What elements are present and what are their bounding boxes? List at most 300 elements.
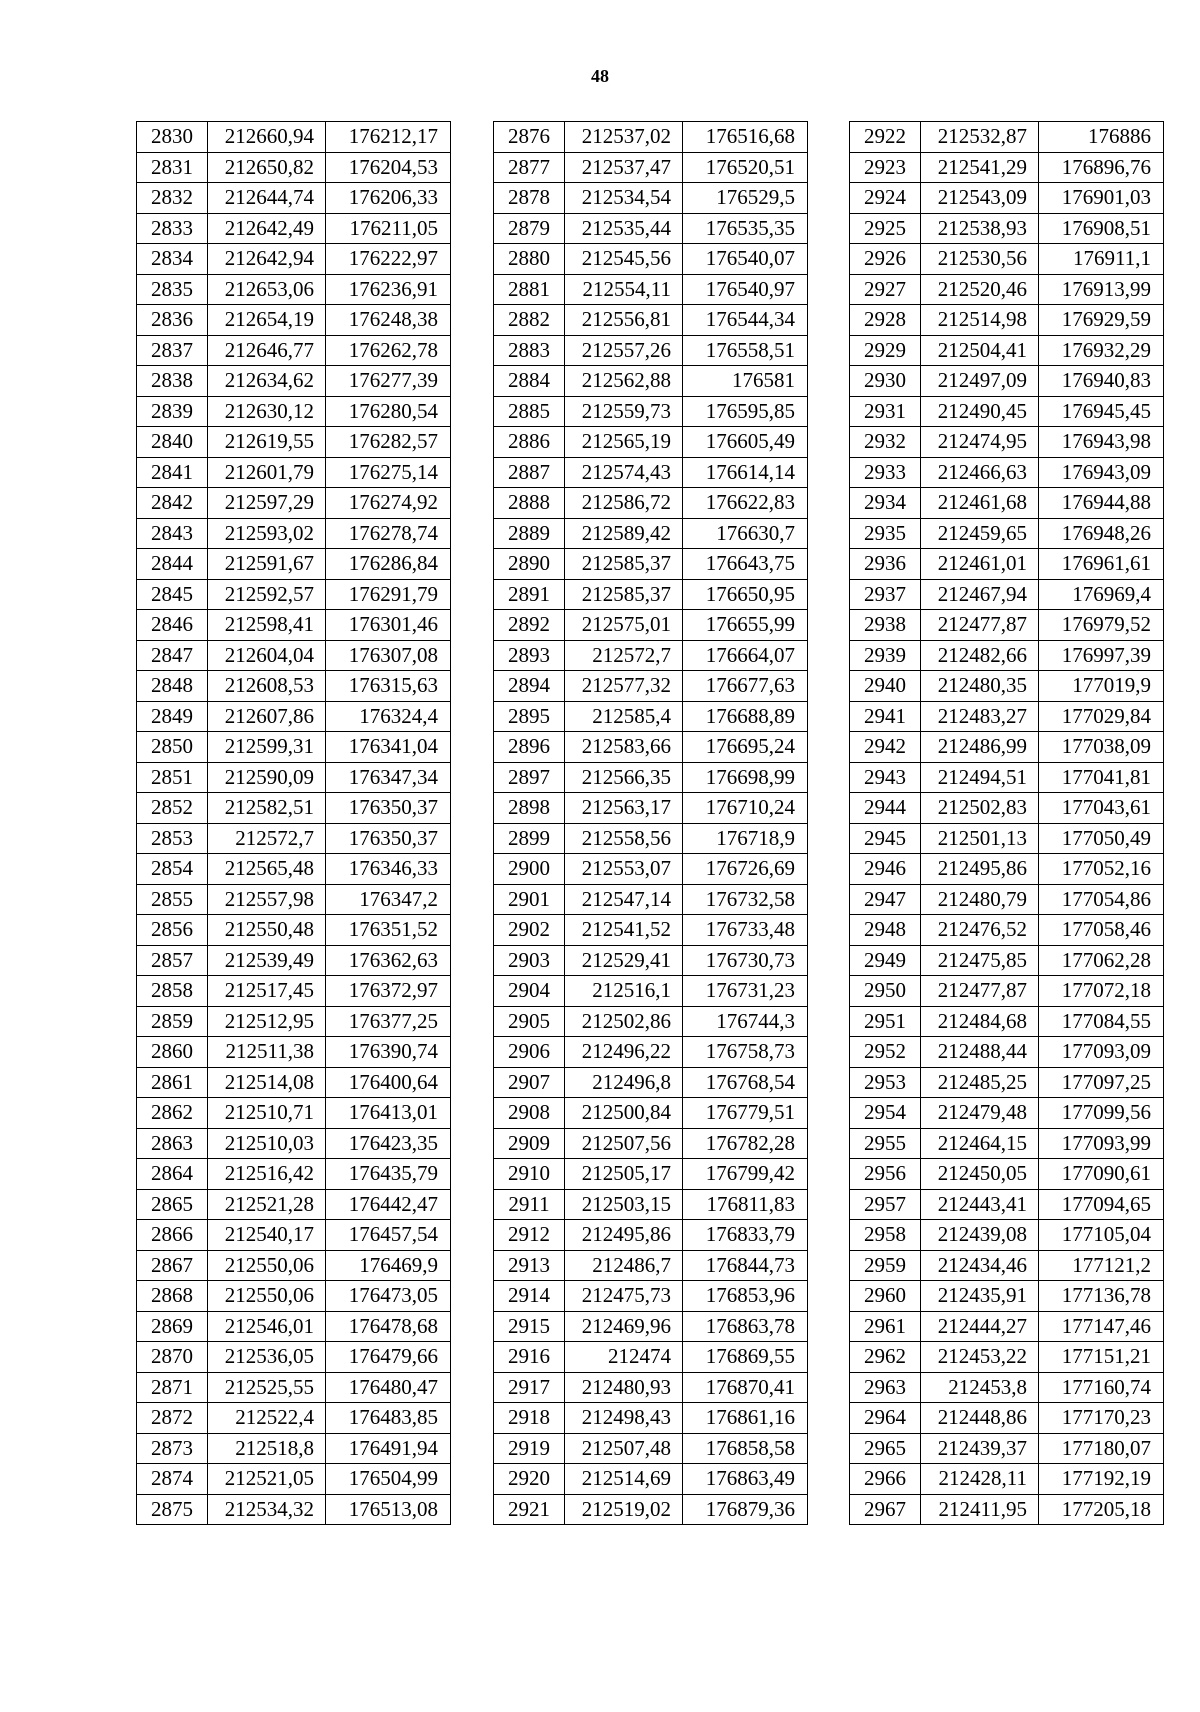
point-number-cell: 2865 — [137, 1189, 208, 1220]
point-number-cell: 2842 — [137, 488, 208, 519]
table-row — [137, 183, 451, 214]
table-row — [850, 305, 1164, 336]
y-coordinate-cell: 176372,97 — [326, 976, 451, 1007]
point-number-cell: 2891 — [494, 579, 565, 610]
point-number-cell: 2888 — [494, 488, 565, 519]
x-coordinate-cell: 212444,27 — [921, 1311, 1039, 1342]
point-number-cell: 2853 — [137, 823, 208, 854]
x-coordinate-cell: 212634,62 — [208, 366, 326, 397]
point-number-cell: 2839 — [137, 396, 208, 427]
point-number-cell: 2957 — [850, 1189, 921, 1220]
point-number-cell: 2926 — [850, 244, 921, 275]
table-row — [850, 793, 1164, 824]
point-number-cell: 2882 — [494, 305, 565, 336]
table-row — [137, 1250, 451, 1281]
table-row — [850, 671, 1164, 702]
y-coordinate-cell: 176206,33 — [326, 183, 451, 214]
y-coordinate-cell: 176377,25 — [326, 1006, 451, 1037]
point-number-cell: 2928 — [850, 305, 921, 336]
point-number-cell: 2881 — [494, 274, 565, 305]
table-row — [850, 1281, 1164, 1312]
point-number-cell: 2867 — [137, 1250, 208, 1281]
y-coordinate-cell: 177052,16 — [1039, 854, 1164, 885]
point-number-cell: 2873 — [137, 1433, 208, 1464]
point-number-cell: 2857 — [137, 945, 208, 976]
y-coordinate-cell: 176870,41 — [683, 1372, 808, 1403]
table-row — [137, 732, 451, 763]
y-coordinate-cell: 176688,89 — [683, 701, 808, 732]
y-coordinate-cell: 176710,24 — [683, 793, 808, 824]
table-row — [494, 671, 808, 702]
x-coordinate-cell: 212521,28 — [208, 1189, 326, 1220]
y-coordinate-cell: 176351,52 — [326, 915, 451, 946]
table-row — [850, 701, 1164, 732]
y-coordinate-cell: 177121,2 — [1039, 1250, 1164, 1281]
table-row — [494, 1189, 808, 1220]
table-row — [494, 1372, 808, 1403]
table-row — [850, 427, 1164, 458]
x-coordinate-cell: 212521,05 — [208, 1464, 326, 1495]
y-coordinate-cell: 176733,48 — [683, 915, 808, 946]
x-coordinate-cell: 212459,65 — [921, 518, 1039, 549]
table-row — [850, 152, 1164, 183]
page-number: 48 — [591, 66, 609, 86]
point-number-cell: 2875 — [137, 1494, 208, 1525]
table-row — [494, 396, 808, 427]
x-coordinate-cell: 212532,87 — [921, 122, 1039, 153]
table-row — [494, 976, 808, 1007]
point-number-cell: 2899 — [494, 823, 565, 854]
point-number-cell: 2843 — [137, 518, 208, 549]
x-coordinate-cell: 212496,8 — [565, 1067, 683, 1098]
point-number-cell: 2885 — [494, 396, 565, 427]
y-coordinate-cell: 177099,56 — [1039, 1098, 1164, 1129]
table-row — [494, 793, 808, 824]
y-coordinate-cell: 177043,61 — [1039, 793, 1164, 824]
y-coordinate-cell: 176698,99 — [683, 762, 808, 793]
table-row — [850, 1250, 1164, 1281]
x-coordinate-cell: 212586,72 — [565, 488, 683, 519]
table-row — [850, 1494, 1164, 1525]
table-row — [494, 610, 808, 641]
table-row — [850, 579, 1164, 610]
point-number-cell: 2909 — [494, 1128, 565, 1159]
point-number-cell: 2958 — [850, 1220, 921, 1251]
x-coordinate-cell: 212593,02 — [208, 518, 326, 549]
point-number-cell: 2898 — [494, 793, 565, 824]
y-coordinate-cell: 176969,4 — [1039, 579, 1164, 610]
point-number-cell: 2944 — [850, 793, 921, 824]
y-coordinate-cell: 176622,83 — [683, 488, 808, 519]
table-row — [137, 1403, 451, 1434]
y-coordinate-cell: 177097,25 — [1039, 1067, 1164, 1098]
table-row — [850, 1464, 1164, 1495]
point-number-cell: 2947 — [850, 884, 921, 915]
x-coordinate-cell: 212582,51 — [208, 793, 326, 824]
x-coordinate-cell: 212461,68 — [921, 488, 1039, 519]
point-number-cell: 2932 — [850, 427, 921, 458]
y-coordinate-cell: 177094,65 — [1039, 1189, 1164, 1220]
point-number-cell: 2864 — [137, 1159, 208, 1190]
point-number-cell: 2934 — [850, 488, 921, 519]
x-coordinate-cell: 212494,51 — [921, 762, 1039, 793]
point-number-cell: 2925 — [850, 213, 921, 244]
point-number-cell: 2851 — [137, 762, 208, 793]
point-number-cell: 2845 — [137, 579, 208, 610]
y-coordinate-cell: 176473,05 — [326, 1281, 451, 1312]
y-coordinate-cell: 176730,73 — [683, 945, 808, 976]
point-number-cell: 2917 — [494, 1372, 565, 1403]
x-coordinate-cell: 212474,95 — [921, 427, 1039, 458]
x-coordinate-cell: 212469,96 — [565, 1311, 683, 1342]
x-coordinate-cell: 212467,94 — [921, 579, 1039, 610]
y-coordinate-cell: 176535,35 — [683, 213, 808, 244]
y-coordinate-cell: 176277,39 — [326, 366, 451, 397]
point-number-cell: 2886 — [494, 427, 565, 458]
point-number-cell: 2838 — [137, 366, 208, 397]
x-coordinate-cell: 212443,41 — [921, 1189, 1039, 1220]
x-coordinate-cell: 212520,46 — [921, 274, 1039, 305]
table-row — [494, 823, 808, 854]
y-coordinate-cell: 176643,75 — [683, 549, 808, 580]
y-coordinate-cell: 176879,36 — [683, 1494, 808, 1525]
table-row — [494, 1433, 808, 1464]
point-number-cell: 2836 — [137, 305, 208, 336]
point-number-cell: 2941 — [850, 701, 921, 732]
table-row — [850, 1159, 1164, 1190]
point-number-cell: 2920 — [494, 1464, 565, 1495]
table-row — [850, 366, 1164, 397]
point-number-cell: 2846 — [137, 610, 208, 641]
point-number-cell: 2964 — [850, 1403, 921, 1434]
y-coordinate-cell: 176540,97 — [683, 274, 808, 305]
y-coordinate-cell: 176913,99 — [1039, 274, 1164, 305]
point-number-cell: 2962 — [850, 1342, 921, 1373]
point-number-cell: 2906 — [494, 1037, 565, 1068]
x-coordinate-cell: 212484,68 — [921, 1006, 1039, 1037]
y-coordinate-cell: 176911,1 — [1039, 244, 1164, 275]
x-coordinate-cell: 212583,66 — [565, 732, 683, 763]
point-number-cell: 2863 — [137, 1128, 208, 1159]
point-number-cell: 2945 — [850, 823, 921, 854]
x-coordinate-cell: 212514,08 — [208, 1067, 326, 1098]
point-number-cell: 2841 — [137, 457, 208, 488]
table-row — [494, 640, 808, 671]
point-number-cell: 2879 — [494, 213, 565, 244]
table-row — [850, 1067, 1164, 1098]
x-coordinate-cell: 212518,8 — [208, 1433, 326, 1464]
table-row — [494, 1403, 808, 1434]
x-coordinate-cell: 212585,37 — [565, 579, 683, 610]
table-row — [494, 335, 808, 366]
x-coordinate-cell: 212411,95 — [921, 1494, 1039, 1525]
x-coordinate-cell: 212642,49 — [208, 213, 326, 244]
table-row — [137, 244, 451, 275]
table-row — [850, 1403, 1164, 1434]
table-row — [494, 305, 808, 336]
point-number-cell: 2894 — [494, 671, 565, 702]
point-number-cell: 2950 — [850, 976, 921, 1007]
table-row — [850, 1128, 1164, 1159]
x-coordinate-cell: 212534,32 — [208, 1494, 326, 1525]
point-number-cell: 2963 — [850, 1372, 921, 1403]
table-row — [137, 1281, 451, 1312]
table-row — [850, 213, 1164, 244]
x-coordinate-cell: 212557,26 — [565, 335, 683, 366]
point-number-cell: 2913 — [494, 1250, 565, 1281]
x-coordinate-cell: 212517,45 — [208, 976, 326, 1007]
y-coordinate-cell: 176811,83 — [683, 1189, 808, 1220]
x-coordinate-cell: 212604,04 — [208, 640, 326, 671]
table-row — [137, 488, 451, 519]
table-row — [850, 1342, 1164, 1373]
table-row — [494, 457, 808, 488]
point-number-cell: 2861 — [137, 1067, 208, 1098]
y-coordinate-cell: 176869,55 — [683, 1342, 808, 1373]
x-coordinate-cell: 212554,11 — [565, 274, 683, 305]
y-coordinate-cell: 176362,63 — [326, 945, 451, 976]
x-coordinate-cell: 212592,57 — [208, 579, 326, 610]
point-number-cell: 2943 — [850, 762, 921, 793]
x-coordinate-cell: 212601,79 — [208, 457, 326, 488]
x-coordinate-cell: 212537,47 — [565, 152, 683, 183]
y-coordinate-cell: 176286,84 — [326, 549, 451, 580]
point-number-cell: 2901 — [494, 884, 565, 915]
x-coordinate-cell: 212541,52 — [565, 915, 683, 946]
x-coordinate-cell: 212486,7 — [565, 1250, 683, 1281]
table-row — [137, 1067, 451, 1098]
x-coordinate-cell: 212539,49 — [208, 945, 326, 976]
y-coordinate-cell: 176833,79 — [683, 1220, 808, 1251]
y-coordinate-cell: 177147,46 — [1039, 1311, 1164, 1342]
point-number-cell: 2880 — [494, 244, 565, 275]
x-coordinate-cell: 212490,45 — [921, 396, 1039, 427]
table-row — [137, 1433, 451, 1464]
x-coordinate-cell: 212563,17 — [565, 793, 683, 824]
table-row — [850, 854, 1164, 885]
table-row — [494, 945, 808, 976]
table-row — [850, 884, 1164, 915]
y-coordinate-cell: 176274,92 — [326, 488, 451, 519]
x-coordinate-cell: 212546,01 — [208, 1311, 326, 1342]
y-coordinate-cell: 176940,83 — [1039, 366, 1164, 397]
y-coordinate-cell: 176943,98 — [1039, 427, 1164, 458]
table-row — [494, 366, 808, 397]
table-row — [494, 884, 808, 915]
x-coordinate-cell: 212536,05 — [208, 1342, 326, 1373]
table-row — [850, 457, 1164, 488]
x-coordinate-cell: 212474 — [565, 1342, 683, 1373]
y-coordinate-cell: 177072,18 — [1039, 976, 1164, 1007]
table-row — [850, 976, 1164, 1007]
point-number-cell: 2874 — [137, 1464, 208, 1495]
x-coordinate-cell: 212537,02 — [565, 122, 683, 153]
x-coordinate-cell: 212572,7 — [565, 640, 683, 671]
table-row — [850, 915, 1164, 946]
x-coordinate-cell: 212486,99 — [921, 732, 1039, 763]
point-number-cell: 2919 — [494, 1433, 565, 1464]
table-row — [137, 396, 451, 427]
point-number-cell: 2927 — [850, 274, 921, 305]
y-coordinate-cell: 176997,39 — [1039, 640, 1164, 671]
y-coordinate-cell: 176413,01 — [326, 1098, 451, 1129]
y-coordinate-cell: 176504,99 — [326, 1464, 451, 1495]
point-number-cell: 2868 — [137, 1281, 208, 1312]
table-row — [137, 762, 451, 793]
y-coordinate-cell: 176929,59 — [1039, 305, 1164, 336]
point-number-cell: 2840 — [137, 427, 208, 458]
x-coordinate-cell: 212590,09 — [208, 762, 326, 793]
x-coordinate-cell: 212630,12 — [208, 396, 326, 427]
y-coordinate-cell: 176655,99 — [683, 610, 808, 641]
y-coordinate-cell: 176886 — [1039, 122, 1164, 153]
y-coordinate-cell: 177090,61 — [1039, 1159, 1164, 1190]
point-number-cell: 2858 — [137, 976, 208, 1007]
point-number-cell: 2855 — [137, 884, 208, 915]
y-coordinate-cell: 176779,51 — [683, 1098, 808, 1129]
point-number-cell: 2965 — [850, 1433, 921, 1464]
table-row — [850, 945, 1164, 976]
y-coordinate-cell: 177050,49 — [1039, 823, 1164, 854]
y-coordinate-cell: 176595,85 — [683, 396, 808, 427]
point-number-cell: 2834 — [137, 244, 208, 275]
x-coordinate-cell: 212453,22 — [921, 1342, 1039, 1373]
y-coordinate-cell: 176758,73 — [683, 1037, 808, 1068]
point-number-cell: 2931 — [850, 396, 921, 427]
x-coordinate-cell: 212480,79 — [921, 884, 1039, 915]
table-row — [137, 976, 451, 1007]
table-row — [137, 671, 451, 702]
table-row — [137, 549, 451, 580]
table-row — [494, 152, 808, 183]
y-coordinate-cell: 176731,23 — [683, 976, 808, 1007]
x-coordinate-cell: 212534,54 — [565, 183, 683, 214]
point-number-cell: 2905 — [494, 1006, 565, 1037]
y-coordinate-cell: 176944,88 — [1039, 488, 1164, 519]
y-coordinate-cell: 176307,08 — [326, 640, 451, 671]
x-coordinate-cell: 212448,86 — [921, 1403, 1039, 1434]
y-coordinate-cell: 176513,08 — [326, 1494, 451, 1525]
table-row — [850, 610, 1164, 641]
x-coordinate-cell: 212434,46 — [921, 1250, 1039, 1281]
table-row — [850, 1037, 1164, 1068]
point-number-cell: 2892 — [494, 610, 565, 641]
point-number-cell: 2912 — [494, 1220, 565, 1251]
table-row — [137, 274, 451, 305]
table-row — [850, 335, 1164, 366]
point-number-cell: 2847 — [137, 640, 208, 671]
y-coordinate-cell: 177093,09 — [1039, 1037, 1164, 1068]
table-row — [137, 793, 451, 824]
point-number-cell: 2895 — [494, 701, 565, 732]
y-coordinate-cell: 176979,52 — [1039, 610, 1164, 641]
x-coordinate-cell: 212530,56 — [921, 244, 1039, 275]
table-row — [137, 1464, 451, 1495]
point-number-cell: 2929 — [850, 335, 921, 366]
table-row — [137, 1220, 451, 1251]
table-row — [137, 945, 451, 976]
y-coordinate-cell: 176961,61 — [1039, 549, 1164, 580]
y-coordinate-cell: 176280,54 — [326, 396, 451, 427]
point-number-cell: 2884 — [494, 366, 565, 397]
y-coordinate-cell: 176529,5 — [683, 183, 808, 214]
y-coordinate-cell: 177054,86 — [1039, 884, 1164, 915]
y-coordinate-cell: 176211,05 — [326, 213, 451, 244]
point-number-cell: 2878 — [494, 183, 565, 214]
x-coordinate-cell: 212540,17 — [208, 1220, 326, 1251]
x-coordinate-cell: 212479,48 — [921, 1098, 1039, 1129]
y-coordinate-cell: 176350,37 — [326, 823, 451, 854]
x-coordinate-cell: 212559,73 — [565, 396, 683, 427]
y-coordinate-cell: 176744,3 — [683, 1006, 808, 1037]
x-coordinate-cell: 212574,43 — [565, 457, 683, 488]
point-number-cell: 2862 — [137, 1098, 208, 1129]
y-coordinate-cell: 176896,76 — [1039, 152, 1164, 183]
x-coordinate-cell: 212516,42 — [208, 1159, 326, 1190]
x-coordinate-cell: 212550,06 — [208, 1281, 326, 1312]
table-row — [850, 1433, 1164, 1464]
table-row — [494, 854, 808, 885]
y-coordinate-cell: 176457,54 — [326, 1220, 451, 1251]
table-row — [494, 122, 808, 153]
x-coordinate-cell: 212653,06 — [208, 274, 326, 305]
y-coordinate-cell: 176945,45 — [1039, 396, 1164, 427]
coordinates-table-3 — [849, 121, 1164, 1525]
x-coordinate-cell: 212607,86 — [208, 701, 326, 732]
x-coordinate-cell: 212519,02 — [565, 1494, 683, 1525]
x-coordinate-cell: 212541,29 — [921, 152, 1039, 183]
x-coordinate-cell: 212543,09 — [921, 183, 1039, 214]
x-coordinate-cell: 212480,93 — [565, 1372, 683, 1403]
table-row — [494, 183, 808, 214]
point-number-cell: 2946 — [850, 854, 921, 885]
x-coordinate-cell: 212507,56 — [565, 1128, 683, 1159]
table-row — [494, 213, 808, 244]
table-row — [137, 1342, 451, 1373]
table-row — [850, 1189, 1164, 1220]
table-row — [137, 1372, 451, 1403]
point-number-cell: 2914 — [494, 1281, 565, 1312]
x-coordinate-cell: 212558,56 — [565, 823, 683, 854]
point-number-cell: 2939 — [850, 640, 921, 671]
point-number-cell: 2833 — [137, 213, 208, 244]
point-number-cell: 2922 — [850, 122, 921, 153]
table-row — [137, 1311, 451, 1342]
point-number-cell: 2896 — [494, 732, 565, 763]
y-coordinate-cell: 176469,9 — [326, 1250, 451, 1281]
table-row — [137, 335, 451, 366]
point-number-cell: 2871 — [137, 1372, 208, 1403]
point-number-cell: 2953 — [850, 1067, 921, 1098]
table-row — [850, 183, 1164, 214]
point-number-cell: 2942 — [850, 732, 921, 763]
table-row — [137, 1006, 451, 1037]
point-number-cell: 2907 — [494, 1067, 565, 1098]
table-row — [137, 122, 451, 153]
table-row — [137, 579, 451, 610]
x-coordinate-cell: 212498,43 — [565, 1403, 683, 1434]
y-coordinate-cell: 176278,74 — [326, 518, 451, 549]
x-coordinate-cell: 212597,29 — [208, 488, 326, 519]
y-coordinate-cell: 176478,68 — [326, 1311, 451, 1342]
table-row — [494, 1342, 808, 1373]
point-number-cell: 2924 — [850, 183, 921, 214]
y-coordinate-cell: 177038,09 — [1039, 732, 1164, 763]
x-coordinate-cell: 212553,07 — [565, 854, 683, 885]
x-coordinate-cell: 212510,71 — [208, 1098, 326, 1129]
table-row — [850, 396, 1164, 427]
point-number-cell: 2883 — [494, 335, 565, 366]
